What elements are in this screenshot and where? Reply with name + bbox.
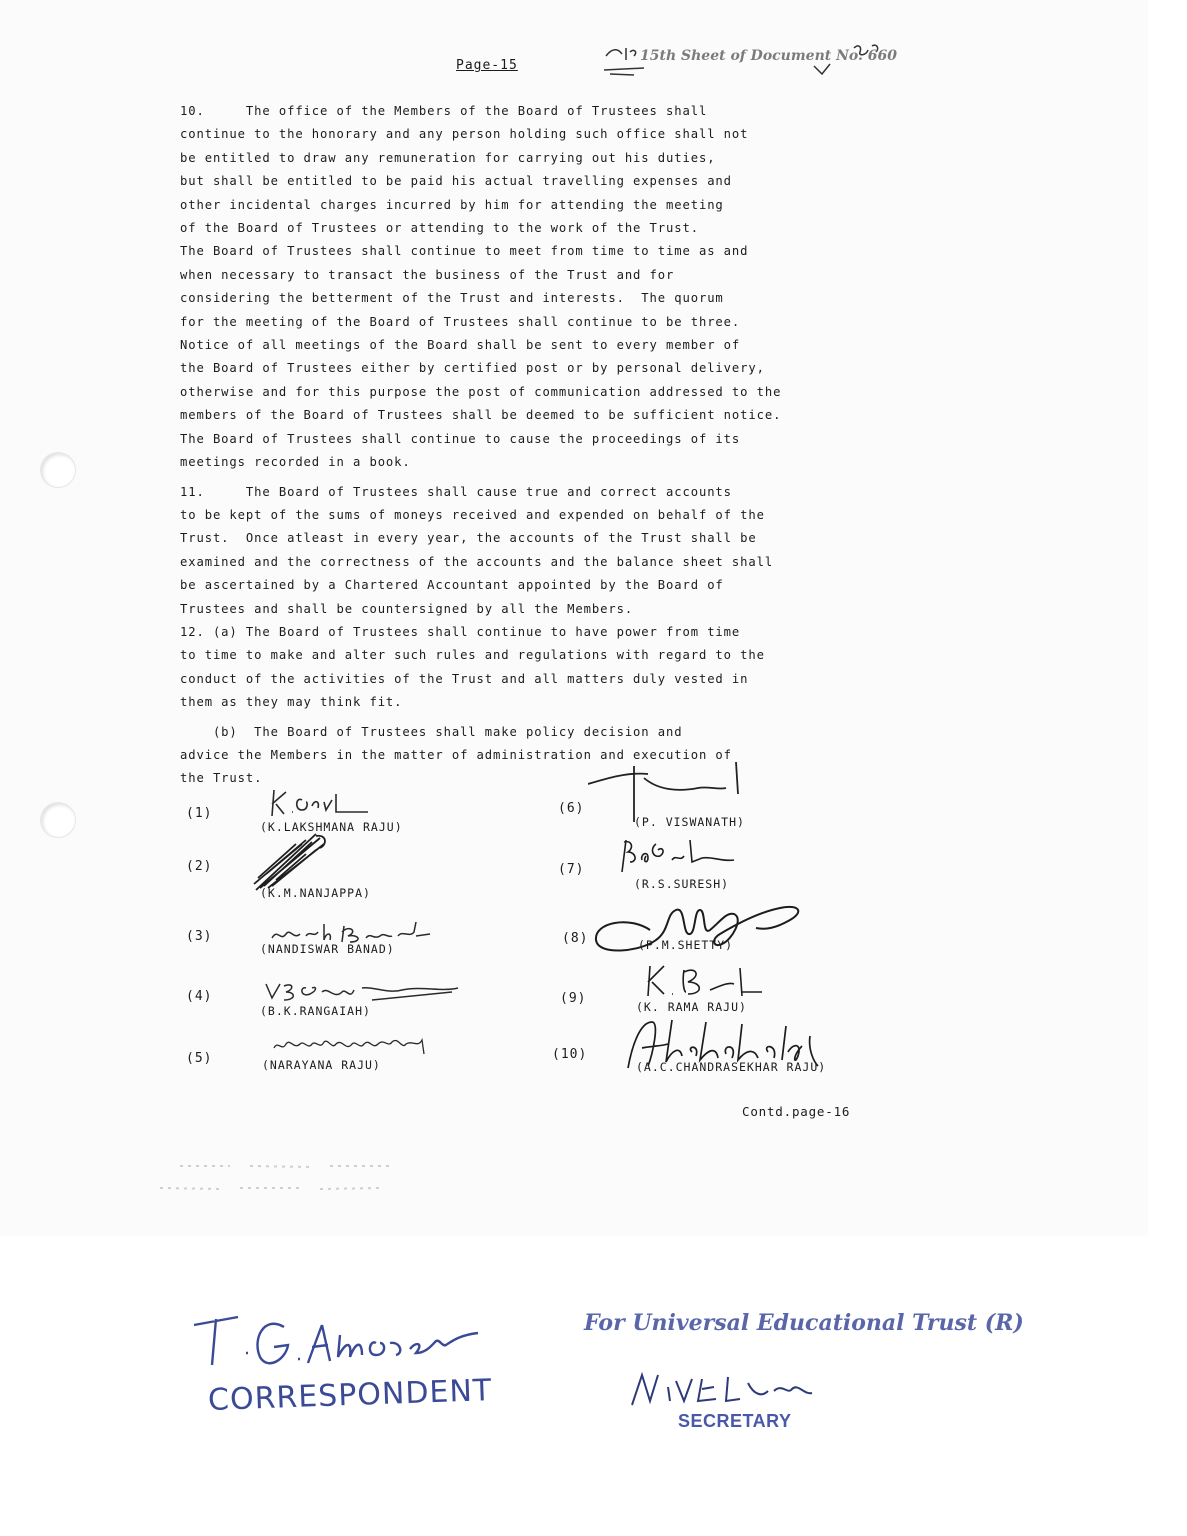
signatory-name: (P.M.SHETTY) <box>638 938 734 952</box>
text-line: the Trust. <box>180 771 263 786</box>
signature-3 <box>270 918 440 946</box>
text-line: otherwise and for this purpose the post of communication addressed to the <box>180 384 782 399</box>
signatory-name: (R.S.SURESH) <box>634 877 730 891</box>
page-number: Page-15 <box>456 58 518 73</box>
signatory-name: (NARAYANA RAJU) <box>262 1058 381 1072</box>
text-line: considering the betterment of the Trust and interests. The quorum <box>180 291 724 306</box>
signatory-number: (2) <box>186 859 213 874</box>
text-line: meetings recorded in a book. <box>180 455 411 470</box>
signature-8 <box>590 900 820 960</box>
signature-10 <box>622 1016 842 1074</box>
text-line: advice the Members in the matter of administration and execution of <box>180 747 732 762</box>
signatory-number: (5) <box>186 1051 213 1066</box>
signatory-name: (NANDISWAR BANAD) <box>260 942 395 956</box>
text-line: Trust. Once atleast in every year, the accounts of the Trust shall be <box>180 531 757 546</box>
text-line: be ascertained by a Chartered Accountant appointed by the Board of <box>180 578 724 593</box>
text-line: (b) The Board of Trustees shall make policy decision and <box>180 724 683 739</box>
signature-1 <box>268 786 378 820</box>
text-line: 11. The Board of Trustees shall cause true and correct accounts <box>180 484 732 499</box>
faded-bleed-through <box>150 1160 450 1200</box>
text-line: Notice of all meetings of the Board shall be sent to every member of <box>180 338 741 353</box>
text-line: examined and the correctness of the accounts and the balance sheet shall <box>180 554 774 569</box>
sheet-stamp: 15th Sheet of Document No. 660 <box>640 48 897 64</box>
text-line: conduct of the activities of the Trust and all matters duly vested in <box>180 671 749 686</box>
signatory-number: (8) <box>562 931 589 946</box>
text-line: the Board of Trustees either by certified post or by personal delivery, <box>180 361 765 376</box>
signatory-name: (P. VISWANATH) <box>634 815 745 829</box>
text-line: other incidental charges incurred by him for attending the meeting <box>180 197 724 212</box>
signature-6 <box>588 760 748 824</box>
text-line: for the meeting of the Board of Trustees shall continue to be three. <box>180 314 741 329</box>
signatory-number: (1) <box>186 806 213 821</box>
text-line: members of the Board of Trustees shall be deemed to be sufficient notice. <box>180 408 782 423</box>
signatory-number: (4) <box>186 989 213 1004</box>
text-line: when necessary to transact the business of the Trust and for <box>180 267 675 282</box>
signatory-number: (10) <box>552 1047 588 1062</box>
text-line: The Board of Trustees shall continue to meet from time to time as and <box>180 244 749 259</box>
text-line: of the Board of Trustees or attending to the work of the Trust. <box>180 221 699 236</box>
signature-2 <box>246 830 336 894</box>
text-line: 12. (a) The Board of Trustees shall continue to have power from time <box>180 624 741 639</box>
signatory-number: (9) <box>560 991 587 1006</box>
continued-note: Contd.page-16 <box>742 1104 851 1119</box>
text-line: to be kept of the sums of moneys received and expended on behalf of the <box>180 507 765 522</box>
signatory-name: (K.LAKSHMANA RAJU) <box>260 820 403 834</box>
signatory-name: (K. RAMA RAJU) <box>636 1000 747 1014</box>
signatory-name: (A.C.CHANDRASEKHAR RAJU) <box>636 1060 827 1074</box>
correspondent-label: CORRESPONDENT <box>207 1373 493 1418</box>
signature-4 <box>262 978 462 1006</box>
signatory-number: (7) <box>558 862 585 877</box>
signatory-name: (B.K.RANGAIAH) <box>260 1004 371 1018</box>
signatory-number: (3) <box>186 929 213 944</box>
text-line: to time to make and alter such rules and regulations with regard to the <box>180 648 765 663</box>
signature-9 <box>644 962 764 1002</box>
signatory-number: (6) <box>558 801 585 816</box>
text-line: Trustees and shall be countersigned by all the Members. <box>180 601 634 616</box>
signatory-name: (K.M.NANJAPPA) <box>260 886 371 900</box>
text-line: them as they may think fit. <box>180 695 403 710</box>
trust-name-stamp: For Universal Educational Trust (R) <box>584 1310 1024 1336</box>
secretary-signature <box>628 1365 828 1409</box>
text-line: 10. The office of the Members of the Board of Trustees shall <box>180 104 708 118</box>
text-line: The Board of Trustees shall continue to cause the proceedings of its <box>180 431 741 446</box>
text-line: continue to the honorary and any person holding such office shall not <box>180 127 749 142</box>
signature-7 <box>618 836 738 876</box>
secretary-label: SECRETARY <box>678 1411 792 1431</box>
signature-5 <box>272 1032 432 1058</box>
text-line: but shall be entitled to be paid his actual travelling expenses and <box>180 174 732 189</box>
text-line: be entitled to draw any remuneration for carrying out his duties, <box>180 150 716 165</box>
